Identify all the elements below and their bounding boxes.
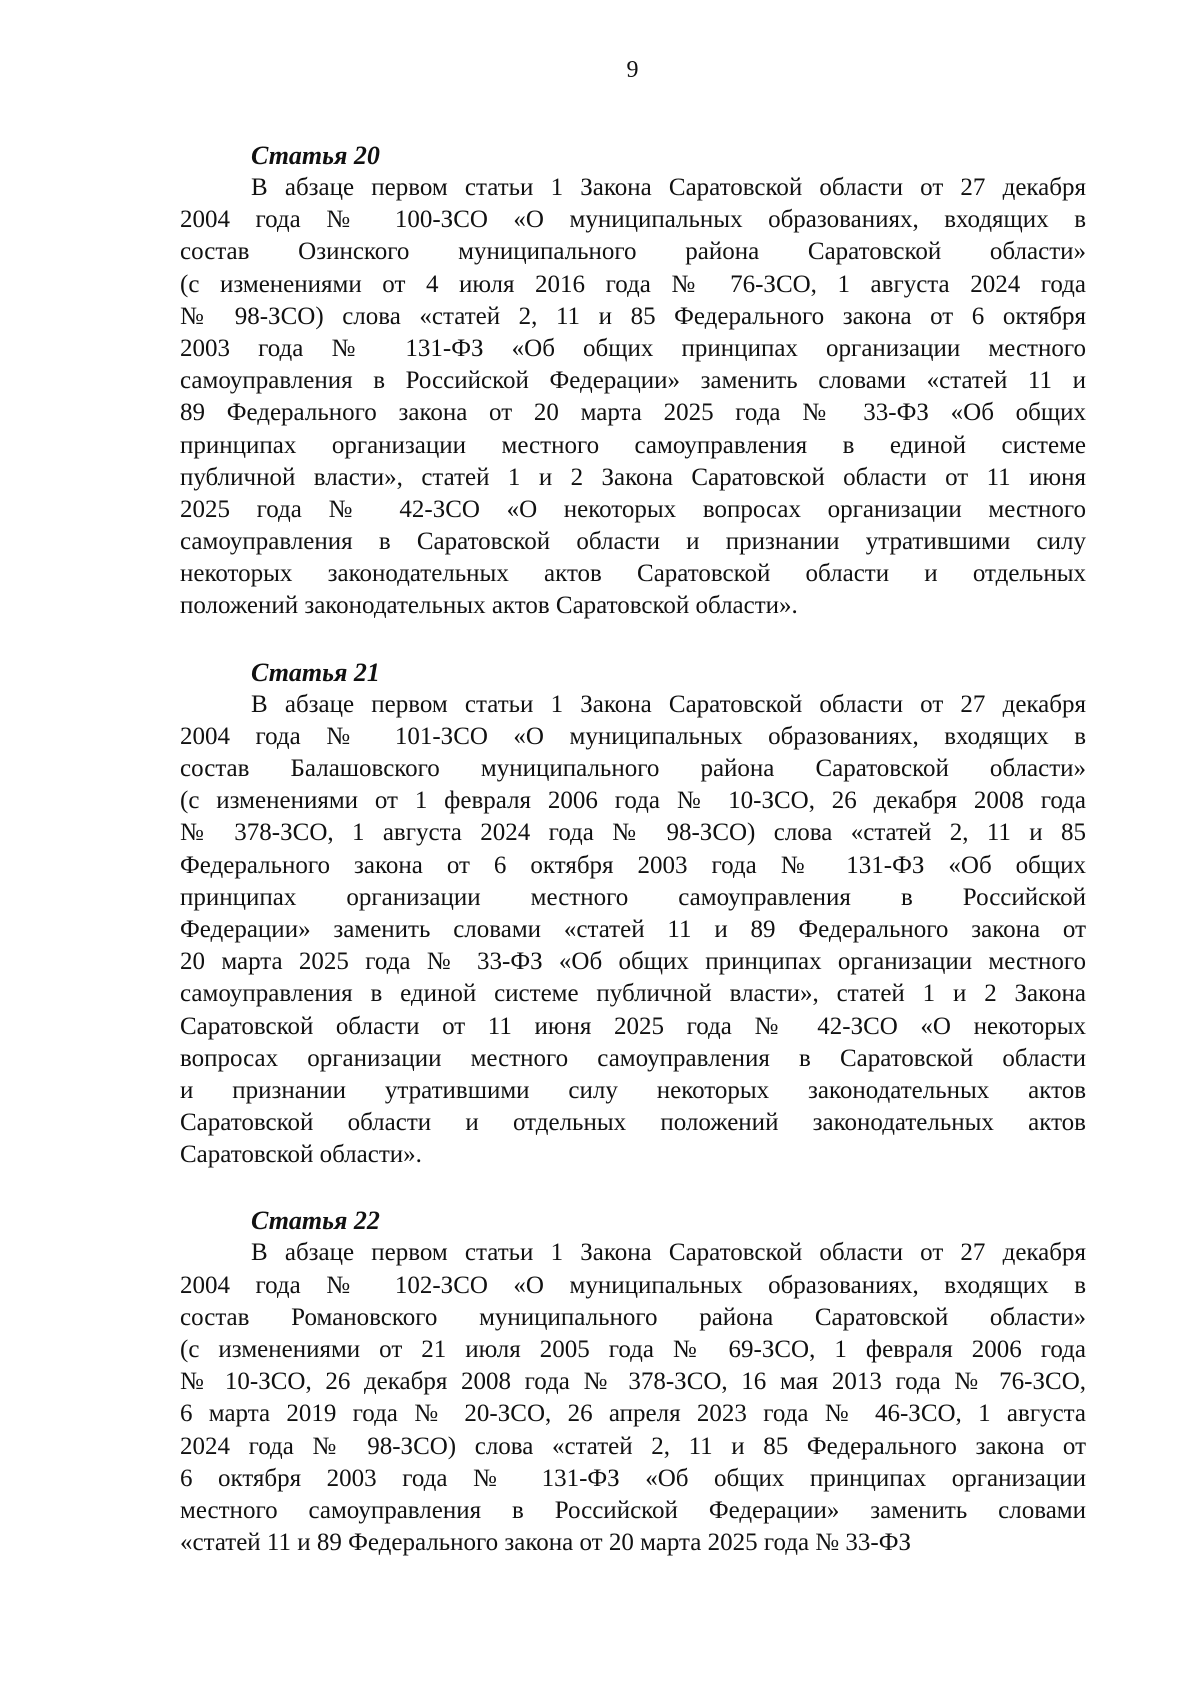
article-title: Статья 22 bbox=[251, 1206, 380, 1236]
text-line: 2004 года № 102-ЗСО «О муниципальных образованиях, входящих в bbox=[180, 1271, 1086, 1299]
text-line: Саратовской области и отдельных положений законодательных актов bbox=[180, 1109, 1086, 1137]
text-line: № 98-ЗСО) слова «статей 2, 11 и 85 Федерального закона от 6 октября bbox=[180, 302, 1086, 330]
text-line: вопросах организации местного самоуправления в Саратовской области bbox=[180, 1044, 1086, 1072]
text-line: Федерального закона от 6 октября 2003 года № 131-ФЗ «Об общих bbox=[180, 851, 1086, 879]
article-21 bbox=[180, 657, 1086, 1172]
text-line: Федерации» заменить словами «статей 11 и 89 Федерального закона от bbox=[180, 915, 1086, 943]
text-line: 89 Федерального закона от 20 марта 2025 года № 33-ФЗ «Об общих bbox=[180, 399, 1086, 427]
article-20 bbox=[180, 140, 1086, 623]
text-line: 2004 года № 101-ЗСО «О муниципальных образованиях, входящих в bbox=[180, 722, 1086, 750]
article-text bbox=[180, 172, 1086, 623]
text-line: принципах организации местного самоуправления в Российской bbox=[180, 883, 1086, 911]
document-body bbox=[180, 140, 1086, 1593]
text-line: Саратовской области». bbox=[180, 1141, 422, 1169]
text-line: В абзаце первом статьи 1 Закона Саратовской области от 27 декабря bbox=[251, 690, 1086, 718]
article-22 bbox=[180, 1205, 1086, 1559]
text-line: 2003 года № 131-ФЗ «Об общих принципах организации местного bbox=[180, 334, 1086, 362]
text-line: некоторых законодательных актов Саратовской области и отдельных bbox=[180, 560, 1086, 588]
text-line: 6 марта 2019 года № 20-ЗСО, 26 апреля 2023 года № 46-ЗСО, 1 августа bbox=[180, 1400, 1086, 1428]
text-line: публичной власти», статей 1 и 2 Закона Саратовской области от 11 июня bbox=[180, 463, 1086, 491]
text-line: самоуправления в Российской Федерации» заменить словами «статей 11 и bbox=[180, 367, 1086, 395]
text-line: 2024 года № 98-ЗСО) слова «статей 2, 11 и 85 Федерального закона от bbox=[180, 1432, 1086, 1460]
text-line: (с изменениями от 4 июля 2016 года № 76-ЗСО, 1 августа 2024 года bbox=[180, 270, 1086, 298]
text-line: 6 октября 2003 года № 131-ФЗ «Об общих принципах организации bbox=[180, 1464, 1086, 1492]
text-line: 20 марта 2025 года № 33-ФЗ «Об общих принципах организации местного bbox=[180, 948, 1086, 976]
text-line: № 378-ЗСО, 1 августа 2024 года № 98-ЗСО) слова «статей 2, 11 и 85 bbox=[180, 819, 1086, 847]
article-title: Статья 21 bbox=[251, 657, 380, 687]
text-line: (с изменениями от 21 июля 2005 года № 69-ЗСО, 1 февраля 2006 года bbox=[180, 1336, 1086, 1363]
text-line: самоуправления в единой системе публичной власти», статей 1 и 2 Закона bbox=[180, 980, 1086, 1008]
text-line: и признании утратившими силу некоторых законодательных актов bbox=[180, 1076, 1086, 1104]
text-line: «статей 11 и 89 Федерального закона от 20 марта 2025 года № 33-ФЗ bbox=[180, 1529, 912, 1557]
text-line: состав Озинского муниципального района Саратовской области» bbox=[180, 238, 1086, 266]
text-line: (с изменениями от 1 февраля 2006 года № 10-ЗСО, 26 декабря 2008 года bbox=[180, 787, 1086, 815]
text-line: состав Романовского муниципального района Саратовской области» bbox=[180, 1303, 1086, 1331]
article-title: Статья 20 bbox=[251, 141, 380, 170]
text-line: положений законодательных актов Саратовской области». bbox=[180, 592, 798, 620]
text-line: Саратовской области от 11 июня 2025 года № 42-ЗСО «О некоторых bbox=[180, 1012, 1086, 1040]
text-line: № 10-ЗСО, 26 декабря 2008 года № 378-ЗСО, 16 мая 2013 года № 76-ЗСО, bbox=[180, 1368, 1086, 1396]
text-line: состав Балашовского муниципального района Саратовской области» bbox=[180, 755, 1086, 782]
article-text bbox=[180, 1237, 1086, 1559]
text-line: 2004 года № 100-ЗСО «О муниципальных образованиях, входящих в bbox=[180, 206, 1086, 234]
text-line: В абзаце первом статьи 1 Закона Саратовской области от 27 декабря bbox=[251, 1239, 1086, 1267]
text-line: местного самоуправления в Российской Федерации» заменить словами bbox=[180, 1496, 1086, 1524]
text-line: самоуправления в Саратовской области и признании утратившими силу bbox=[180, 528, 1086, 556]
text-line: В абзаце первом статьи 1 Закона Саратовской области от 27 декабря bbox=[251, 174, 1086, 201]
page-number: 9 bbox=[626, 57, 639, 83]
article-text bbox=[180, 689, 1086, 1172]
text-line: 2025 года № 42-ЗСО «О некоторых вопросах организации местного bbox=[180, 495, 1086, 523]
text-line: принципах организации местного самоуправления в единой системе bbox=[180, 431, 1086, 459]
